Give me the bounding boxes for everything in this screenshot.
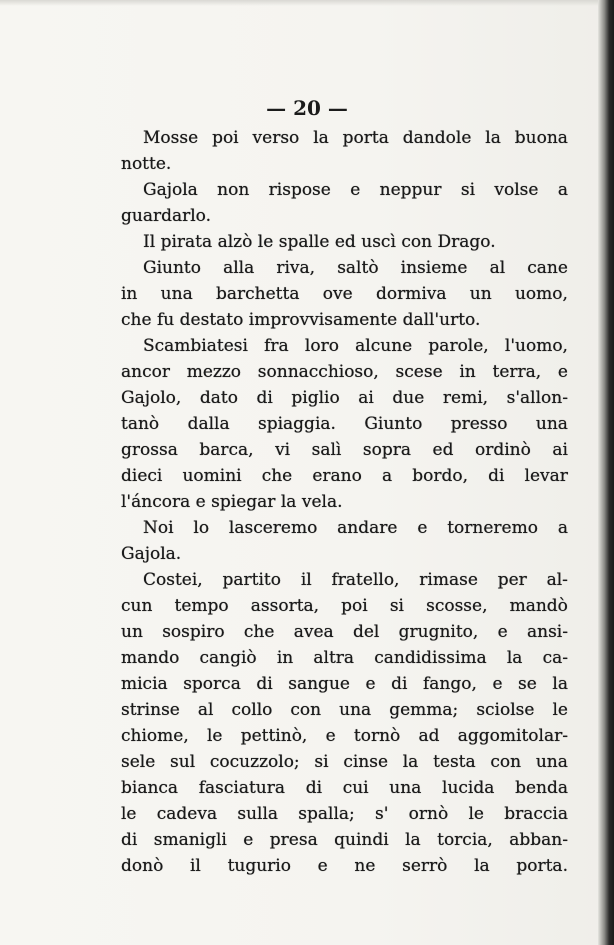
word: aggomitolar-: [457, 726, 568, 746]
word: lasceremo: [228, 518, 318, 538]
word: parole,: [428, 336, 489, 356]
word: dandole: [402, 128, 472, 148]
word: pirata: [160, 232, 213, 252]
word: Giunto: [143, 258, 201, 278]
word: una: [389, 778, 422, 798]
text-line: [121, 385, 568, 411]
word: bianca: [121, 778, 179, 798]
word: cangiò: [199, 648, 257, 668]
word: la: [402, 752, 419, 772]
word: le: [206, 726, 223, 746]
page-top-shadow: [0, 0, 614, 6]
text-line: [121, 645, 568, 671]
word: fasciatura: [198, 778, 286, 798]
word: barchetta: [216, 284, 300, 304]
word: cinse: [343, 752, 389, 772]
word: uomini: [182, 466, 242, 486]
text-line: [121, 125, 568, 151]
word: quindi: [334, 830, 389, 850]
word: cane: [527, 258, 568, 278]
word: Giunto: [364, 414, 423, 434]
word: destato: [179, 310, 244, 330]
word: e: [195, 492, 206, 512]
word: una: [535, 752, 568, 772]
word: la: [506, 648, 523, 668]
word: cun: [121, 596, 153, 616]
word: presa: [269, 830, 318, 850]
word: di: [256, 674, 273, 694]
word: la: [485, 128, 501, 148]
word: si: [314, 752, 329, 772]
text-line: [121, 255, 568, 281]
word: chiome,: [121, 726, 189, 746]
word: sopra: [362, 440, 411, 460]
word: sonnacchioso,: [257, 362, 379, 382]
word: sangue: [288, 674, 350, 694]
word: vi: [275, 440, 291, 460]
word: neppur: [379, 180, 442, 200]
word: due: [392, 388, 425, 408]
word: piglio: [291, 388, 340, 408]
word: sul: [170, 752, 196, 772]
word: al: [489, 258, 506, 278]
word: altra: [313, 648, 355, 668]
word: che: [243, 622, 275, 642]
word: dall'urto.: [402, 310, 481, 330]
word: Noi: [143, 518, 174, 538]
word: la: [405, 830, 421, 850]
text-line: [121, 853, 568, 879]
word: in: [276, 648, 294, 668]
word: Mosse: [143, 128, 199, 148]
word: grugnito,: [398, 622, 479, 642]
word: uscì: [361, 232, 396, 252]
word: smanigli: [153, 830, 227, 850]
word: grossa: [121, 440, 178, 460]
text-line: [121, 619, 568, 645]
book-binding-edge: [598, 0, 614, 945]
text-line: [121, 827, 568, 853]
word: remi,: [442, 388, 489, 408]
text-line: [121, 515, 568, 541]
word: il: [190, 856, 201, 876]
word: porta: [342, 128, 389, 148]
word: lo: [193, 518, 210, 538]
word: poi: [341, 596, 368, 616]
word: verso: [252, 128, 300, 148]
word: rimase: [419, 570, 478, 590]
text-line: [121, 411, 568, 437]
text-line: [121, 697, 568, 723]
word: ed: [432, 440, 454, 460]
word: dieci: [121, 466, 163, 486]
word: una: [339, 700, 372, 720]
word: e: [325, 726, 336, 746]
word: con: [401, 232, 433, 252]
word: erano: [312, 466, 362, 486]
word: ancor: [121, 362, 170, 382]
word: spiaggia.: [258, 414, 336, 434]
text-line: [121, 723, 568, 749]
word: pettinò,: [240, 726, 308, 746]
text-line: [121, 437, 568, 463]
word: Drago.: [437, 232, 496, 252]
word: che: [261, 466, 293, 486]
word: a: [557, 180, 568, 200]
word: che: [121, 310, 152, 330]
word: in: [459, 362, 476, 382]
text-line: [121, 307, 568, 333]
word: cui: [342, 778, 369, 798]
word: ai: [358, 388, 374, 408]
word: le: [121, 804, 137, 824]
word: e: [417, 518, 428, 538]
word: improvvisamente: [248, 310, 398, 330]
word: salì: [311, 440, 342, 460]
word: poi: [212, 128, 239, 148]
word: sulla: [237, 804, 279, 824]
word: micia: [121, 674, 168, 694]
word: e: [557, 362, 568, 382]
word: testa: [433, 752, 476, 772]
word: ansi-: [526, 622, 568, 642]
word: di: [391, 674, 408, 694]
word: porta.: [516, 856, 568, 876]
word: di: [305, 778, 323, 798]
word: la: [280, 492, 297, 512]
word: e: [317, 856, 328, 876]
word: per: [497, 570, 527, 590]
word: benda: [515, 778, 568, 798]
word: la: [313, 128, 329, 148]
word: le: [552, 700, 568, 720]
word: l'uomo,: [504, 336, 568, 356]
word: Il: [143, 232, 156, 252]
word: partito: [222, 570, 281, 590]
word: ornò: [408, 804, 449, 824]
text-line: [121, 593, 568, 619]
word: avea: [293, 622, 334, 642]
word: fu: [156, 310, 175, 330]
word: assorta,: [250, 596, 320, 616]
word: scosse,: [426, 596, 488, 616]
body-text: [121, 125, 568, 879]
word: le: [257, 232, 274, 252]
text-line: [121, 489, 568, 515]
word: tempo: [174, 596, 229, 616]
word: cadeva: [156, 804, 218, 824]
word: al: [197, 700, 214, 720]
word: serrò: [402, 856, 448, 876]
word: loro: [304, 336, 339, 356]
word: mandò: [509, 596, 568, 616]
text-line: [121, 177, 568, 203]
word: abban-: [509, 830, 568, 850]
text-line: [121, 775, 568, 801]
word: dormiva: [375, 284, 447, 304]
word: si: [389, 596, 404, 616]
word: a: [557, 518, 568, 538]
word: saltò: [337, 258, 379, 278]
word: spiegar: [211, 492, 276, 512]
word: non: [217, 180, 250, 200]
word: insieme: [400, 258, 468, 278]
word: fango,: [422, 674, 477, 694]
word: uomo,: [514, 284, 568, 304]
word: la: [474, 856, 490, 876]
word: cocuzzolo;: [209, 752, 300, 772]
word: dato: [199, 388, 238, 408]
word: con: [290, 700, 322, 720]
word: Scambiatesi: [143, 336, 248, 356]
word: fra: [264, 336, 289, 356]
word: notte.: [121, 154, 172, 174]
word: alzò: [217, 232, 253, 252]
word: al-: [546, 570, 568, 590]
word: ai: [552, 440, 568, 460]
word: dalla: [187, 414, 230, 434]
word: terra,: [492, 362, 542, 382]
word: e: [365, 674, 376, 694]
word: scese: [395, 362, 443, 382]
word: ove: [322, 284, 353, 304]
word: guardarlo.: [121, 206, 212, 226]
word: di: [121, 830, 138, 850]
word: alla: [223, 258, 255, 278]
word: spalle: [278, 232, 330, 252]
word: una: [535, 414, 568, 434]
word: in: [121, 284, 138, 304]
word: di: [256, 388, 273, 408]
word: se: [518, 674, 537, 694]
word: buona: [514, 128, 568, 148]
word: volse: [494, 180, 539, 200]
word: ca-: [542, 648, 568, 668]
text-line: [121, 567, 568, 593]
word: andare: [337, 518, 398, 538]
word: e: [497, 622, 508, 642]
word: mando: [121, 648, 180, 668]
text-line: [121, 229, 568, 255]
word: l'áncora: [121, 492, 191, 512]
word: un: [469, 284, 492, 304]
word: Costei,: [143, 570, 203, 590]
word: riva,: [276, 258, 316, 278]
text-line: [121, 359, 568, 385]
word: vela.: [301, 492, 343, 512]
word: lucida: [442, 778, 495, 798]
text-line: [121, 151, 568, 177]
word: del: [352, 622, 380, 642]
word: braccia: [504, 804, 568, 824]
text-line: [121, 541, 568, 567]
word: torneremo: [447, 518, 538, 538]
word: s': [375, 804, 389, 824]
word: con: [490, 752, 522, 772]
word: e: [492, 674, 503, 694]
word: ne: [354, 856, 376, 876]
word: un: [121, 622, 143, 642]
word: una: [160, 284, 193, 304]
word: s'allon-: [506, 388, 568, 408]
text-line: [121, 801, 568, 827]
word: rispose: [268, 180, 331, 200]
word: collo: [231, 700, 273, 720]
word: alcune: [355, 336, 413, 356]
word: candidissima: [374, 648, 487, 668]
word: strinse: [121, 700, 180, 720]
word: presso: [450, 414, 508, 434]
word: tanò: [121, 414, 160, 434]
word: il: [300, 570, 312, 590]
word: di: [488, 466, 505, 486]
word: tugurio: [227, 856, 291, 876]
word: le: [468, 804, 484, 824]
word: tornò: [353, 726, 401, 746]
word: torcia,: [437, 830, 493, 850]
word: gemma;: [389, 700, 459, 720]
word: la: [552, 674, 568, 694]
word: ordinò: [474, 440, 531, 460]
word: barca,: [199, 440, 254, 460]
text-line: [121, 463, 568, 489]
word: sospiro: [162, 622, 225, 642]
word: e: [350, 180, 361, 200]
word: mezzo: [186, 362, 242, 382]
word: spalla;: [298, 804, 355, 824]
word: Gajolo,: [121, 388, 182, 408]
word: ed: [334, 232, 356, 252]
text-line: [121, 203, 568, 229]
word: donò: [121, 856, 164, 876]
text-line: [121, 749, 568, 775]
word: Gajola.: [121, 544, 182, 564]
word: sele: [121, 752, 156, 772]
text-line: [121, 671, 568, 697]
page-number: — 20 —: [266, 96, 348, 120]
word: ad: [418, 726, 440, 746]
word: fratello,: [331, 570, 400, 590]
text-line: [121, 281, 568, 307]
word: e: [243, 830, 254, 850]
word: bordo,: [412, 466, 468, 486]
word: sciolse: [476, 700, 535, 720]
word: levar: [524, 466, 568, 486]
word: sporca: [183, 674, 241, 694]
word: a: [381, 466, 393, 486]
text-line: [121, 333, 568, 359]
word: Gajola: [143, 180, 198, 200]
word: si: [460, 180, 476, 200]
